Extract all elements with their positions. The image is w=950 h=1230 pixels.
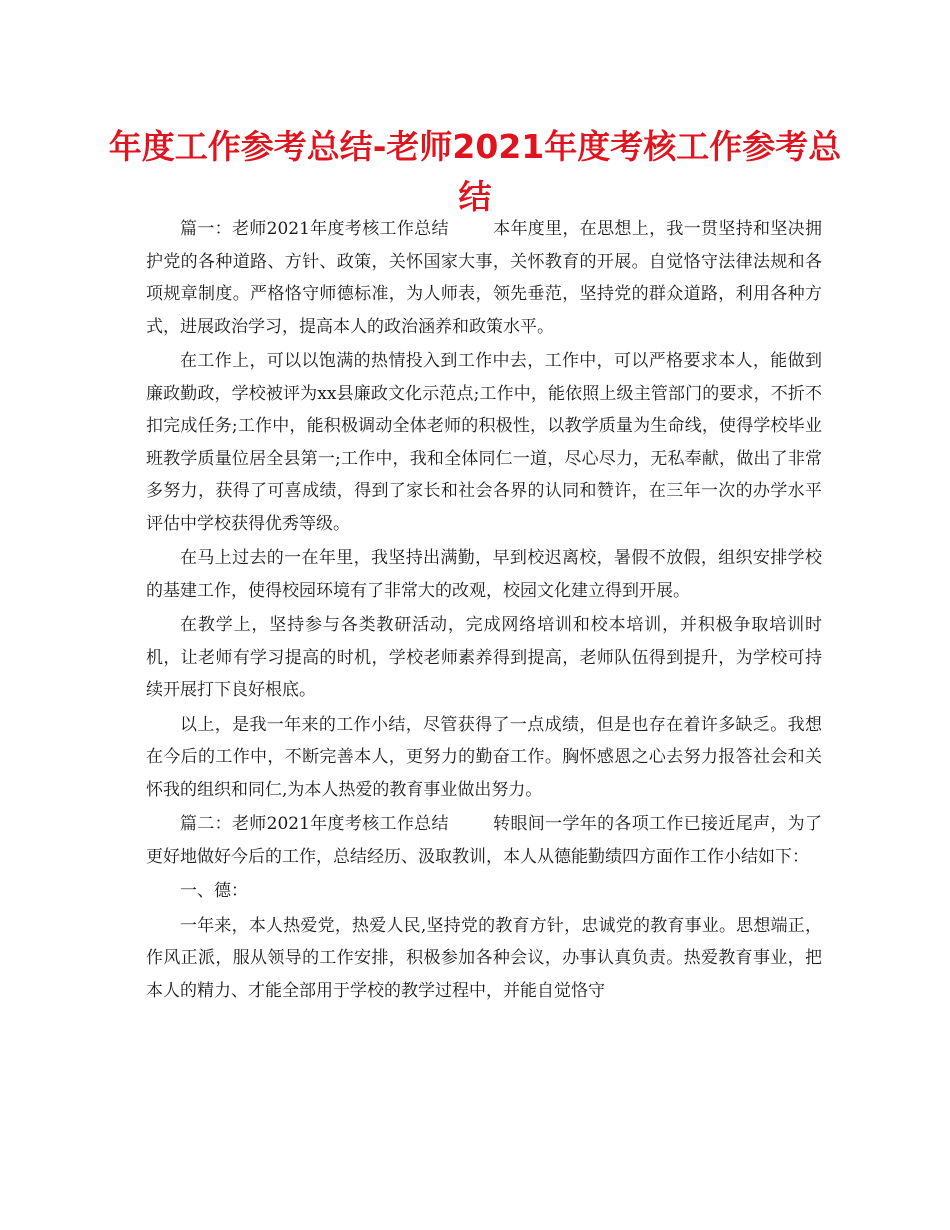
- paragraph-text: 在马上过去的一在年里，我坚持出满勤，早到校迟离校，暑假不放假，组织安排学校的基建工作，使得校园环境有了非常大的改观，校园文化建立得到开展。: [146, 548, 822, 601]
- paragraph-8: [146, 910, 822, 1008]
- paragraph-3: [146, 542, 822, 607]
- section-lead: 篇二：老师2021年度考核工作总结: [180, 814, 449, 834]
- paragraph-text: 在教学上，坚持参与各类教研活动，完成网络培训和校本培训，并积极争取培训时机，让老师有学习提高的时机，学校老师素养得到提高，老师队伍得到提升，为学校可持续开展打下良好根底。: [146, 615, 822, 700]
- document-body: [146, 213, 822, 1009]
- document-title: 年度工作参考总结-老师2021年度考核工作参考总结: [108, 127, 842, 216]
- paragraph-text: 以上，是我一年来的工作小结，尽管获得了一点成绩，但是也存在着许多缺乏。我想在今后的工作中，不断完善本人，更努力的勤奋工作。胸怀感恩之心去努力报答社会和关怀我的组织和同仁,为本人热爱的教育事业做出努力。: [146, 714, 822, 800]
- paragraph-4: [146, 609, 822, 707]
- paragraph-text: 转眼间一学年的各项工作已接近尾声，为了更好地做好今后的工作，总结经历、汲取教训，本人从德能勤绩四方面作工作小结如下：: [146, 814, 823, 867]
- paragraph-5: [146, 709, 822, 807]
- paragraph-7: [146, 875, 822, 908]
- paragraph-1: [146, 213, 822, 343]
- paragraph-6: [146, 808, 822, 873]
- paragraph-text: 在工作上，可以以饱满的热情投入到工作中去，工作中，可以严格要求本人，能做到廉政勤政，学校被评为xx县廉政文化示范点;工作中，能依照上级主管部门的要求，不折不扣完成任务;工作中，能积极调动全体老师的积极性，以教学质量为生命线，使得学校毕业班教学质量位居全县第一;工作中，我和全体同仁一道，尽心尽力，无私奉献，做出了非常多努力，获得了可喜成绩，得到了家长和社会各界的认同和赞许，在三年一次的办学水平评估中学校获得优秀等级。: [146, 351, 822, 534]
- paragraph-text: 一年来，本人热爱党，热爱人民,坚持党的教育方针，忠诚党的教育事业。思想端正，作风正派，服从领导的工作安排，积极参加各种会议，办事认真负责。热爱教育事业，把本人的精力、才能全部用于学校的教学过程中，并能自觉恪守: [146, 915, 822, 1001]
- paragraph-2: [146, 345, 822, 540]
- section-heading: 一、德：: [180, 881, 248, 901]
- section-lead: 篇一：老师2021年度考核工作总结: [180, 219, 449, 239]
- paragraph-text: 本年度里，在思想上，我一贯坚持和坚决拥护党的各种道路、方针、政策，关怀国家大事，关怀教育的开展。自觉恪守法律法规和各项规章制度。严格恪守师德标准，为人师表，领先垂范，坚持党的群众道路，利用各种方式，进展政治学习，提高本人的政治涵养和政策水平。: [146, 219, 823, 337]
